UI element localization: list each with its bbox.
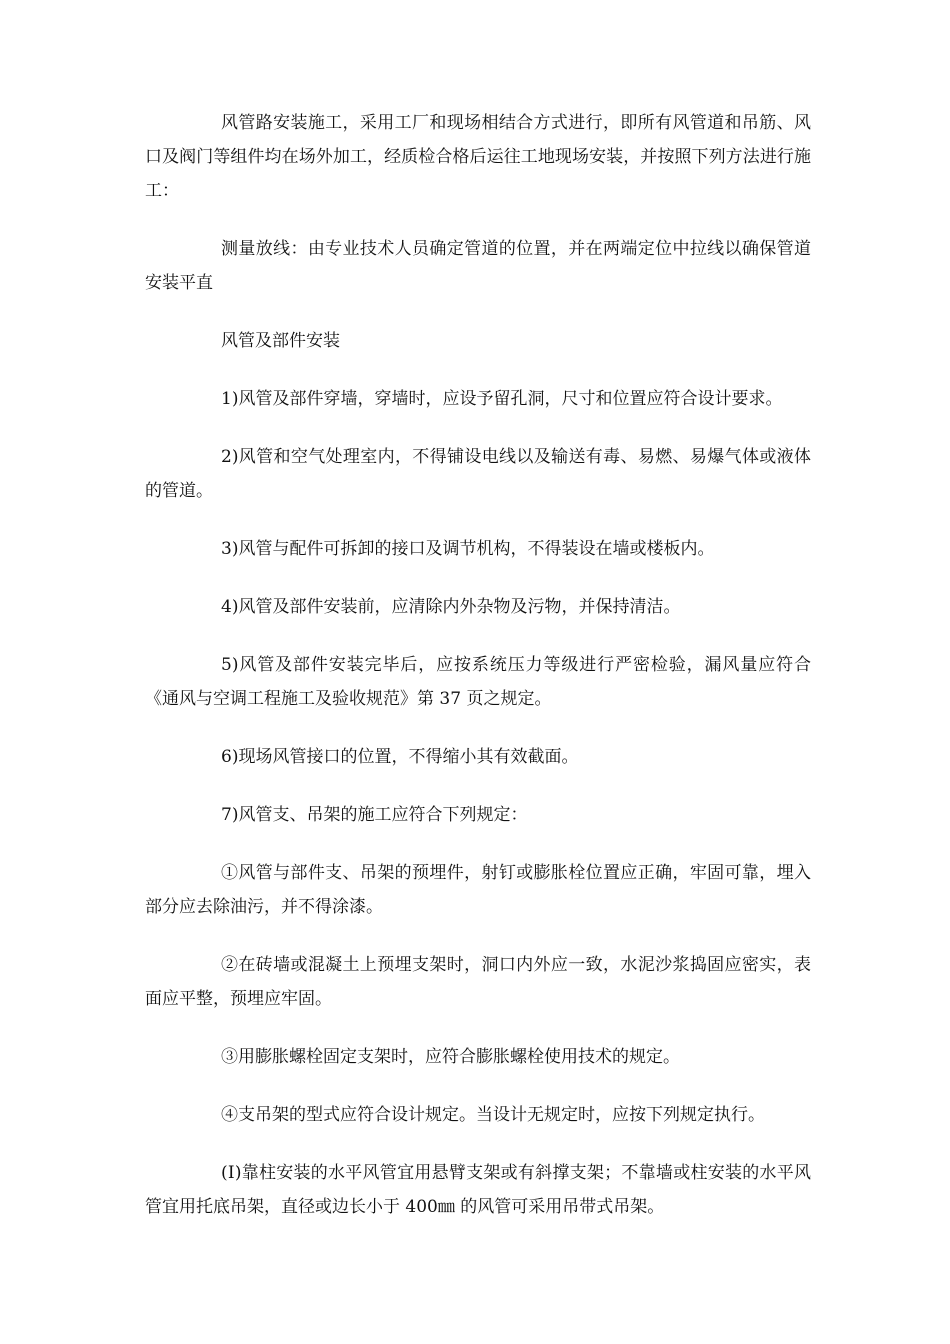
paragraph-item-6: 6)现场风管接口的位置，不得缩小其有效截面。 <box>221 747 579 767</box>
paragraph-item-4: 4)风管及部件安装前，应清除内外杂物及污物，并保持清洁。 <box>221 597 681 617</box>
paragraph-survey-layout: 测量放线：由专业技术人员确定管道的位置，并在两端定位中拉线以确保管道安装平直 <box>145 239 811 293</box>
document-page <box>145 106 811 1248</box>
paragraph-subsubitem-1: (Ⅰ)靠柱安装的水平风管宜用悬臂支架或有斜撑支架；不靠墙或柱安装的水平风管宜用托底吊架，直径或边长小于 400㎜ 的风管可采用吊带式吊架。 <box>145 1163 811 1217</box>
paragraph-item-3: 3)风管与配件可拆卸的接口及调节机构，不得装设在墙或楼板内。 <box>221 539 715 559</box>
paragraph-subitem-2: ②在砖墙或混凝土上预埋支架时，洞口内外应一致，水泥沙浆捣固应密实，表面应平整，预埋应牢固。 <box>145 955 811 1009</box>
paragraph-subitem-3: ③用膨胀螺栓固定支架时，应符合膨胀螺栓使用技术的规定。 <box>221 1047 680 1067</box>
paragraph-intro: 风管路安装施工，采用工厂和现场相结合方式进行，即所有风管道和吊筋、风口及阀门等组件均在场外加工，经质检合格后运往工地现场安装，并按照下列方法进行施工： <box>145 113 811 201</box>
paragraph-item-2: 2)风管和空气处理室内，不得铺设电线以及输送有毒、易燃、易爆气体或液体的管道。 <box>145 447 811 501</box>
paragraph-subitem-4: ④支吊架的型式应符合设计规定。当设计无规定时，应按下列规定执行。 <box>221 1105 765 1125</box>
paragraph-subitem-1: ①风管与部件支、吊架的预埋件，射钉或膨胀栓位置应正确，牢固可靠，埋入部分应去除油污，并不得涂漆。 <box>145 863 811 917</box>
paragraph-item-5: 5)风管及部件安装完毕后，应按系统压力等级进行严密检验，漏风量应符合《通风与空调工程施工及验收规范》第 37 页之规定。 <box>145 655 811 709</box>
paragraph-item-1: 1)风管及部件穿墙，穿墙时，应设予留孔洞，尺寸和位置应符合设计要求。 <box>221 389 783 409</box>
paragraph-section-heading: 风管及部件安装 <box>221 331 340 351</box>
paragraph-item-7: 7)风管支、吊架的施工应符合下列规定： <box>221 805 528 825</box>
